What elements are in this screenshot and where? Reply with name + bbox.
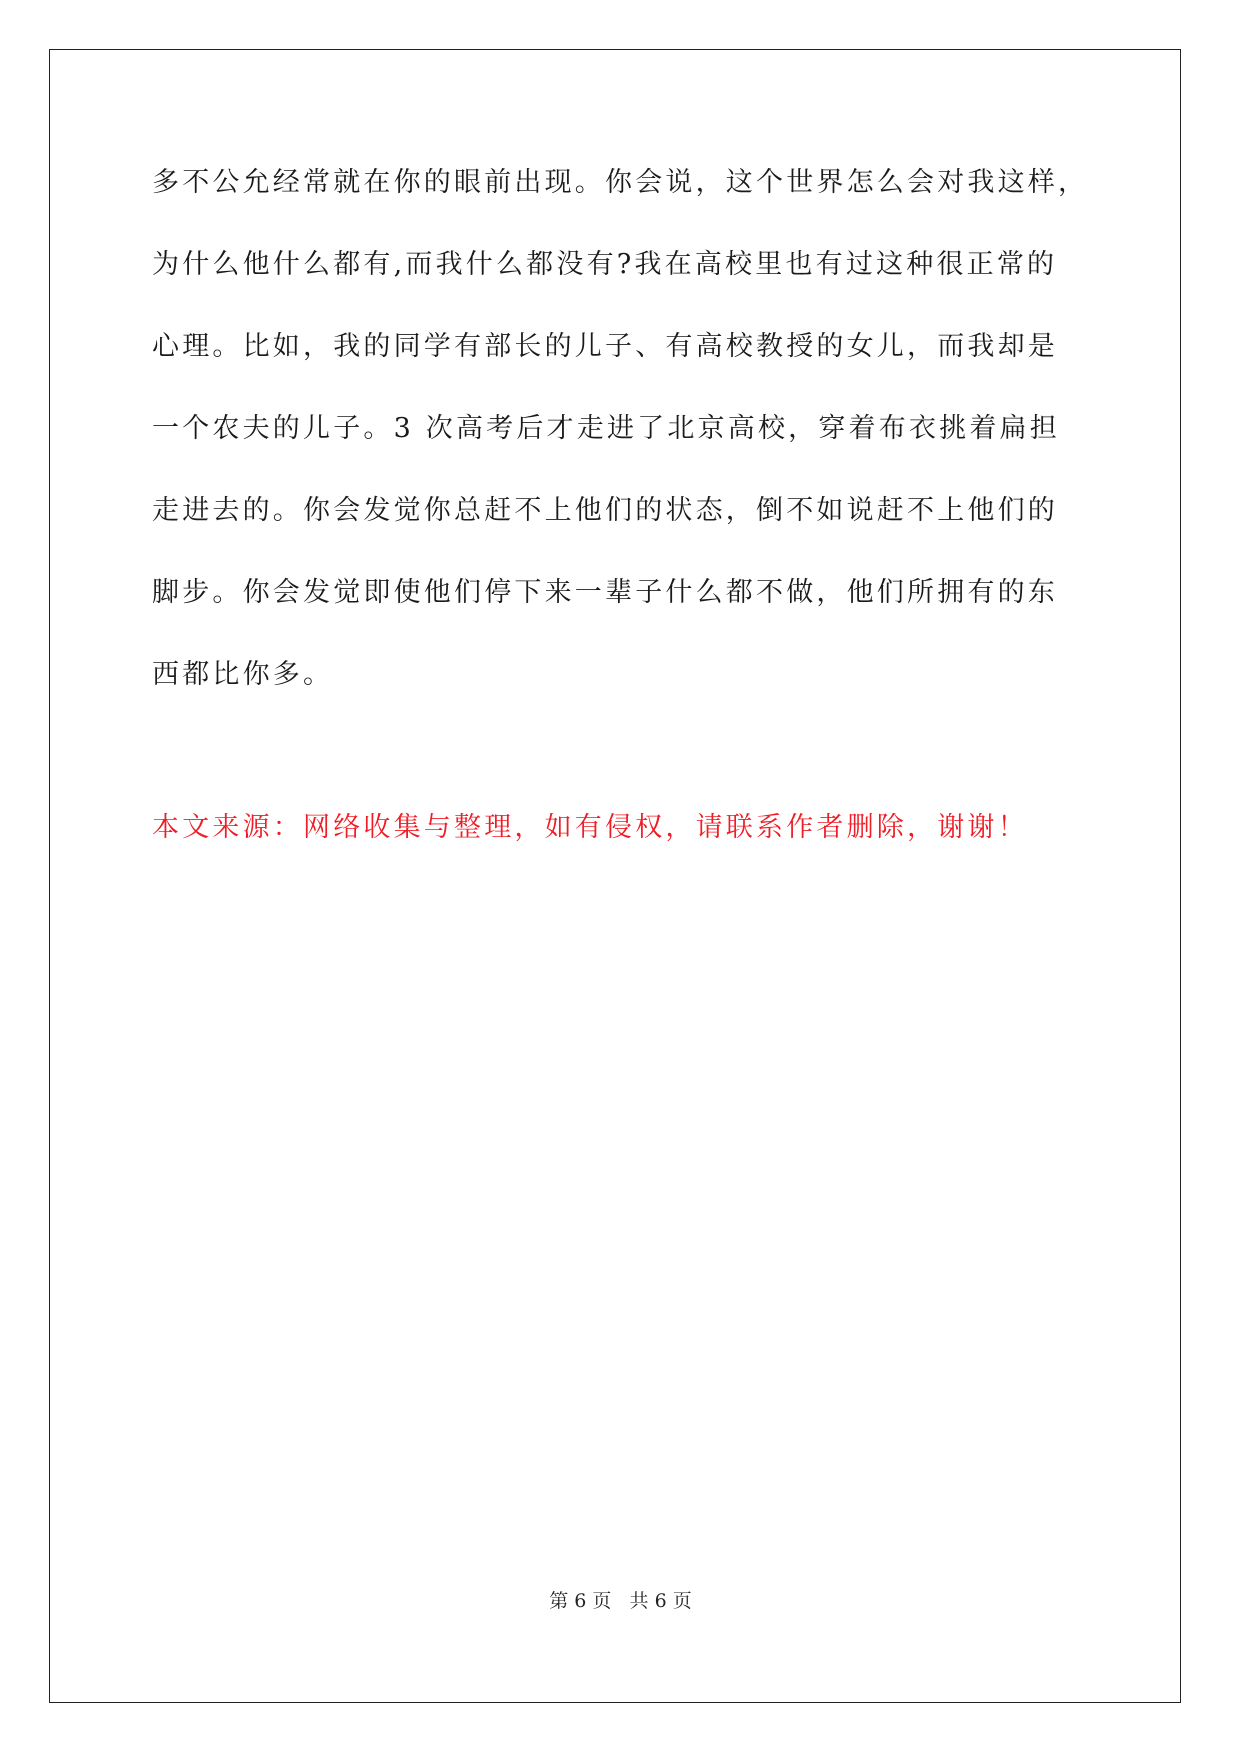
page-number-footer: 第 6 页 共 6 页 bbox=[549, 1590, 692, 1612]
paragraph-line-6: 脚步。你会发觉即使他们停下来一辈子什么都不做，他们所拥有的东 bbox=[152, 577, 1058, 608]
paragraph-line-1: 多不公允经常就在你的眼前出现。你会说，这个世界怎么会对我这样， bbox=[152, 167, 1089, 198]
paragraph-line-3: 心理。比如，我的同学有部长的儿子、有高校教授的女儿，而我却是 bbox=[152, 331, 1058, 362]
paragraph-line-5: 走进去的。你会发觉你总赶不上他们的状态，倒不如说赶不上他们的 bbox=[152, 495, 1058, 526]
paragraph-line-4: 一个农夫的儿子。3 次高考后才走进了北京高校，穿着布衣挑着扁担 bbox=[152, 413, 1060, 444]
paragraph-line-2: 为什么他什么都有,而我什么都没有?我在高校里也有过这种很正常的 bbox=[152, 249, 1058, 280]
body-paragraph bbox=[152, 163, 1092, 737]
source-disclaimer: 本文来源：网络收集与整理，如有侵权，请联系作者删除，谢谢！ bbox=[152, 812, 1028, 843]
paragraph-line-7: 西都比你多。 bbox=[152, 659, 334, 690]
